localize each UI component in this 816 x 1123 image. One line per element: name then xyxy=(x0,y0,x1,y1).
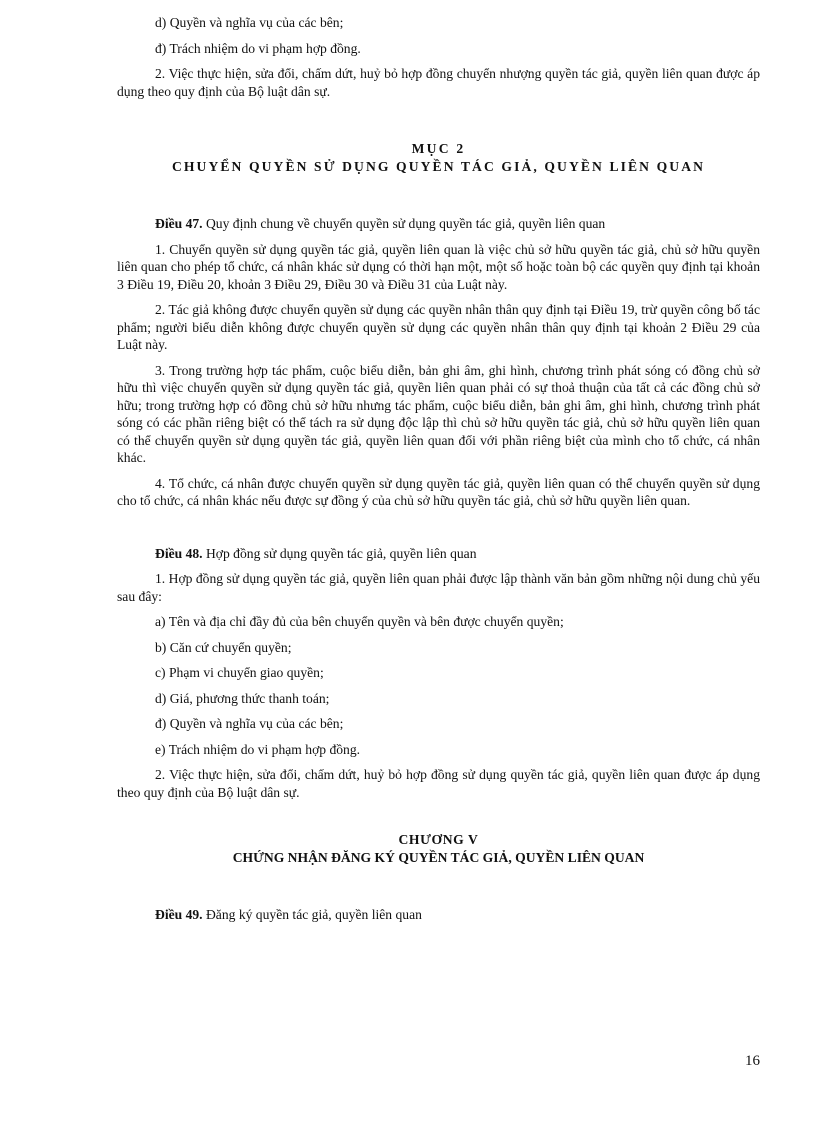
page-number: 16 xyxy=(745,1053,760,1069)
chapter-heading xyxy=(117,831,760,866)
article-47-paragraph-3: 3. Trong trường hợp tác phẩm, cuộc biểu diễn, bản ghi âm, ghi hình, chương trình phát sóng có đồng chủ sở hữu thì việc chuyển quyền sử dụng quyền tác giả, quyền liên quan phải có sự thoả thuận của tất cả các đồng chủ sở hữu; trong trường hợp có đồng chủ sở hữu nhưng tác phẩm, cuộc biểu diễn, bản ghi âm, ghi hình, chương trình phát sóng có các phần riêng biệt có thể tách ra sử dụng độc lập thì chủ sở hữu quyền tác giả, chủ sở hữu quyền liên quan có thể chuyển quyền sử dụng quyền tác giả, quyền liên quan đối với phần riêng biệt của mình cho tổ chức, cá nhân khác. xyxy=(117,362,760,465)
section-subtitle: CHUYỂN QUYỀN SỬ DỤNG QUYỀN TÁC GIẢ, QUYỀN LIÊN QUAN xyxy=(171,158,706,174)
article-48-intro: 1. Hợp đồng sử dụng quyền tác giả, quyền liên quan phải được lập thành văn bản gồm những nội dung chủ yếu sau đây: xyxy=(117,571,760,604)
section-heading xyxy=(117,140,760,175)
continuation-item-dd: đ) Trách nhiệm do vi phạm hợp đồng. xyxy=(155,40,361,56)
article-48-item-dd: đ) Quyền và nghĩa vụ của các bên; xyxy=(155,716,344,731)
article-48-title: Hợp đồng sử dụng quyền tác giả, quyền liên quan xyxy=(202,545,477,561)
article-48-item-d: d) Giá, phương thức thanh toán; xyxy=(155,690,330,706)
article-48-item-b: b) Căn cứ chuyển quyền; xyxy=(155,639,292,655)
article-48-paragraph-2: 2. Việc thực hiện, sửa đổi, chấm dứt, huỷ bỏ hợp đồng sử dụng quyền tác giả, quyền liên quan được áp dụng theo quy định của Bộ luật dân sự. xyxy=(117,767,760,800)
article-47-paragraph-2: 2. Tác giả không được chuyển quyền sử dụng các quyền nhân thân quy định tại Điều 19, trừ quyền công bố tác phẩm; người biểu diễn không được chuyển quyền sử dụng các quyền nhân thân quy định tại khoản 2 Điều 29 của Luật này. xyxy=(117,302,760,352)
continuation-paragraph-2: 2. Việc thực hiện, sửa đổi, chấm dứt, huỷ bỏ hợp đồng chuyển nhượng quyền tác giả, quyền liên quan được áp dụng theo quy định của Bộ luật dân sự. xyxy=(117,66,760,99)
section-title: MỤC 2 xyxy=(411,141,466,156)
article-49-title: Đăng ký quyền tác giả, quyền liên quan xyxy=(202,907,422,922)
article-48-item-c: c) Phạm vi chuyển giao quyền; xyxy=(155,665,324,680)
article-47-label: Điều 47. xyxy=(155,216,203,231)
article-47-heading xyxy=(117,215,760,233)
article-47-paragraph-1: 1. Chuyển quyền sử dụng quyền tác giả, quyền liên quan là việc chủ sở hữu quyền tác giả, chủ sở hữu quyền liên quan cho phép tổ chức, cá nhân khác sử dụng có thời hạn một, một số hoặc toàn bộ các quyền quy định tại khoản 3 Điều 19, Điều 20, khoản 3 Điều 29, Điều 30 và Điều 31 của Luật này. xyxy=(117,241,760,292)
article-48-label: Điều 48. xyxy=(155,545,203,561)
article-47-paragraph-4: 4. Tổ chức, cá nhân được chuyển quyền sử dụng quyền tác giả, quyền liên quan có thể chuyển quyền sử dụng cho tổ chức, cá nhân khác nếu được sự đồng ý của chủ sở hữu quyền tác giả, chủ sở hữu quyền liên quan. xyxy=(117,475,760,508)
article-48-heading xyxy=(117,545,760,563)
article-47-title: Quy định chung về chuyển quyền sử dụng quyền tác giả, quyền liên quan xyxy=(202,216,606,231)
continuation-item-d: d) Quyền và nghĩa vụ của các bên; xyxy=(155,15,344,30)
chapter-subtitle: CHỨNG NHẬN ĐĂNG KÝ QUYỀN TÁC GIẢ, QUYỀN LIÊN QUAN xyxy=(232,849,645,865)
article-49-heading xyxy=(117,906,760,924)
article-48-item-e: e) Trách nhiệm do vi phạm hợp đồng. xyxy=(155,741,361,757)
chapter-title: CHƯƠNG V xyxy=(398,832,479,847)
document-page xyxy=(117,14,760,932)
article-48-item-a: a) Tên và địa chỉ đầy đủ của bên chuyển quyền và bên được chuyển quyền; xyxy=(155,614,564,629)
article-49-label: Điều 49. xyxy=(155,907,203,922)
